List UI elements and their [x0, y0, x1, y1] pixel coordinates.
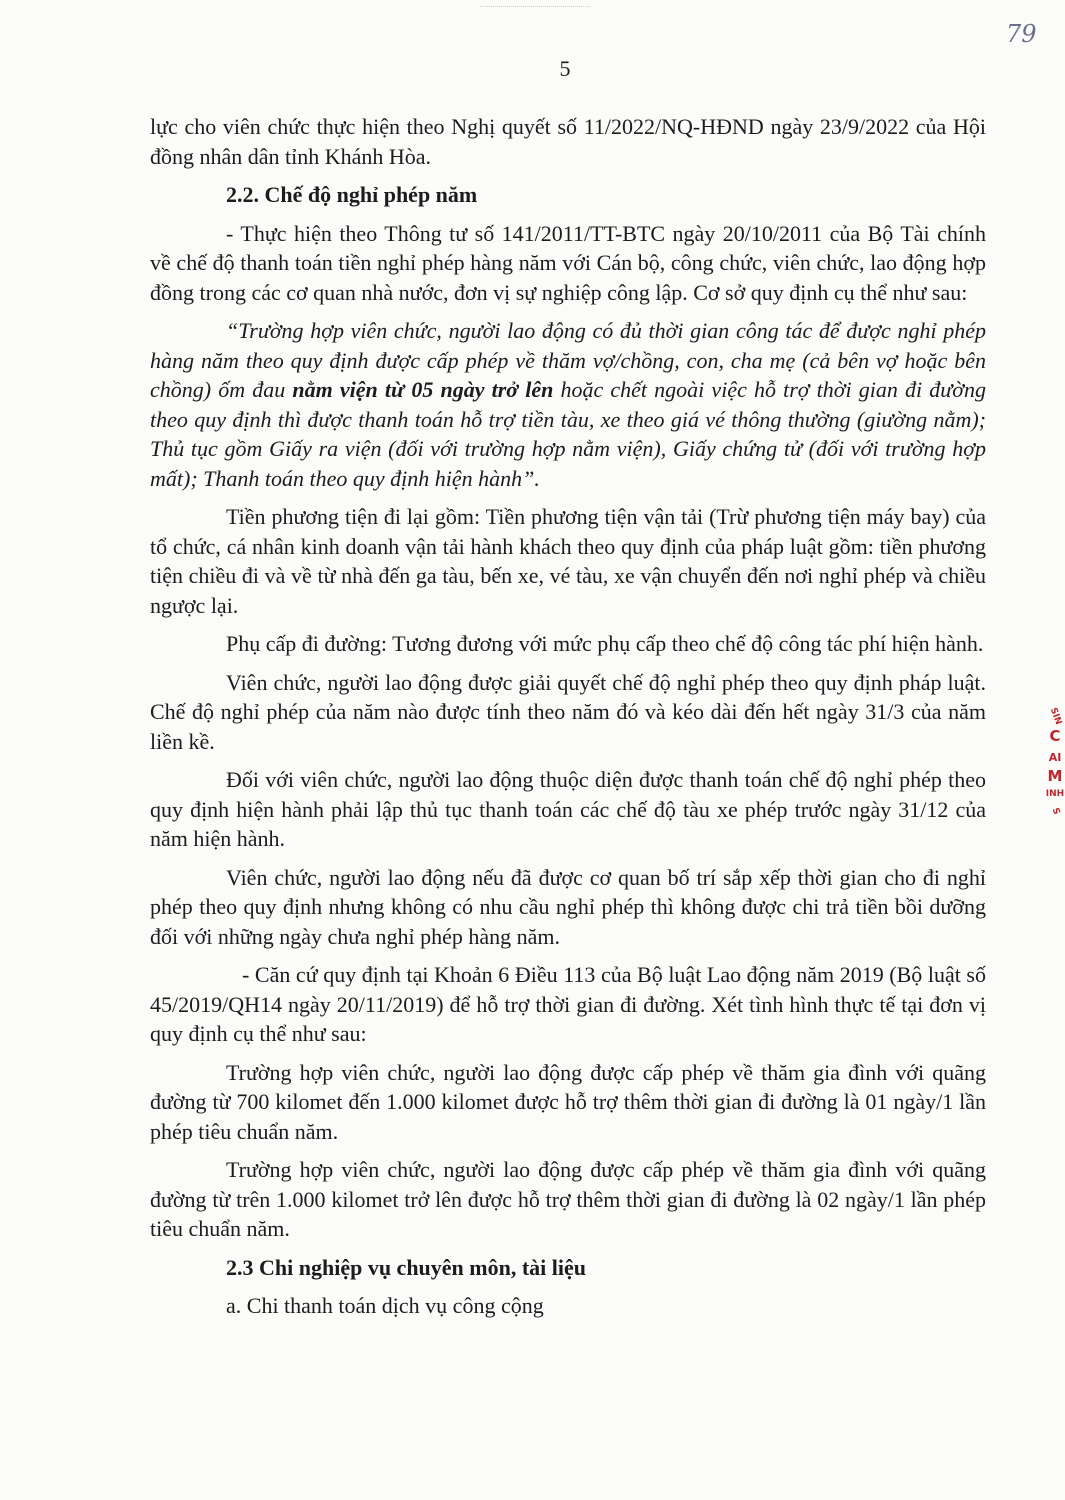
quote-text: “Trường hợp viên chức, người lao động có đủ thời gian công tác để được nghỉ phép hàng năm theo quy định được cấp phép về thăm vợ/chồng, con, cha mẹ (cả bên vợ hoặc bên chồng) ốm đau — [150, 318, 986, 402]
paragraph: lực cho viên chức thực hiện theo Nghị quyết số 11/2022/NQ-HĐND ngày 23/9/2022 của Hội đồng nhân dân tỉnh Khánh Hòa. — [150, 114, 986, 169]
stamp-fragment: SIN — [1047, 706, 1064, 727]
quote-text: hoặc chết ngoài việc hỗ trợ thời gian đi đường theo quy định thì được thanh toán hỗ trợ tiền tàu, xe theo giá vé thông thường (giường nằm); Thủ tục gồm Giấy ra viện (đối với trường hợp nằm viện), Giấy chứng tử (đối với trường hợp mất); Thanh toán theo quy định hiện hành”. — [150, 377, 987, 491]
stamp-fragment: M — [1047, 767, 1063, 785]
paragraph: Đối với viên chức, người lao động thuộc diện được thanh toán chế độ nghỉ phép theo quy định hiện hành phải lập thủ tục thanh toán các chế độ tàu xe phép trước ngày 31/12 của năm hiện hành. — [150, 767, 986, 851]
section-heading-2-3: 2.3 Chi nghiệp vụ chuyên môn, tài liệu — [226, 1254, 587, 1280]
quoted-regulation — [150, 316, 986, 493]
stamp-fragment: AI — [1048, 751, 1062, 764]
paragraph: Phụ cấp đi đường: Tương đương với mức phụ cấp theo chế độ công tác phí hiện hành. — [226, 631, 984, 656]
paragraph: - Thực hiện theo Thông tư số 141/2011/TT-BTC ngày 20/10/2011 của Bộ Tài chính về chế độ thanh toán tiền nghỉ phép hàng năm với Cán bộ, công chức, viên chức, lao động hợp đồng trong các cơ quan nhà nước, đơn vị sự nghiệp công lập. Cơ sở quy định cụ thể như sau: — [150, 220, 986, 305]
handwritten-page-mark: 79 — [1006, 20, 1037, 48]
paragraph: Viên chức, người lao động được giải quyết chế độ nghỉ phép theo quy định pháp luật. Chế độ nghỉ phép của năm nào được tính theo năm đó và kéo dài đến hết ngày 31/3 của năm liền kề. — [150, 669, 986, 754]
paragraph: Tiền phương tiện đi lại gồm: Tiền phương tiện vận tải (Trừ phương tiện máy bay) của tổ chức, cá nhân kinh doanh vận tải hành khách theo quy định của pháp luật gồm: tiền phương tiện chiều đi và về từ nhà đến ga tàu, bến xe, vé tàu, xe vận chuyển đến nơi nghỉ phép và chiều ngược lại. — [150, 504, 986, 618]
paragraph: Trường hợp viên chức, người lao động được cấp phép về thăm gia đình với quãng đường từ trên 1.000 kilomet trở lên được hỗ trợ thêm thời gian đi đường là 02 ngày/1 lần phép tiêu chuẩn năm. — [150, 1157, 986, 1241]
stamp-fragment: S — [1049, 806, 1062, 817]
paragraph: - Căn cứ quy định tại Khoản 6 Điều 113 của Bộ luật Lao động năm 2019 (Bộ luật số 45/2019/QH14 ngày 20/11/2019) để hỗ trợ thời gian đi đường. Xét tình hình thực tế tại đơn vị quy định cụ thể như sau: — [150, 962, 986, 1046]
scan-artifact — [480, 0, 590, 7]
paragraph: Trường hợp viên chức, người lao động được cấp phép về thăm gia đình với quãng đường từ 700 kilomet đến 1.000 kilomet được hỗ trợ thêm thời gian đi đường là 01 ngày/1 lần phép tiêu chuẩn năm. — [150, 1059, 986, 1144]
section-heading-2-2: 2.2. Chế độ nghỉ phép năm — [226, 182, 478, 207]
stamp-fragment: C — [1049, 727, 1061, 745]
quote-emphasis: nằm viện từ 05 ngày trở lên — [292, 377, 554, 402]
paragraph: a. Chi thanh toán dịch vụ công cộng — [226, 1293, 544, 1318]
stamp-fragment: INH — [1045, 789, 1065, 799]
page-number: 5 — [559, 56, 571, 81]
document-body — [150, 112, 986, 1321]
side-seal-stamp — [1040, 706, 1065, 817]
paragraph: Viên chức, người lao động nếu đã được cơ quan bố trí sắp xếp thời gian cho đi nghỉ phép theo quy định nhưng không có nhu cầu nghỉ phép thì không được chi trả tiền bồi dưỡng đối với những ngày chưa nghỉ phép hàng năm. — [150, 864, 986, 949]
